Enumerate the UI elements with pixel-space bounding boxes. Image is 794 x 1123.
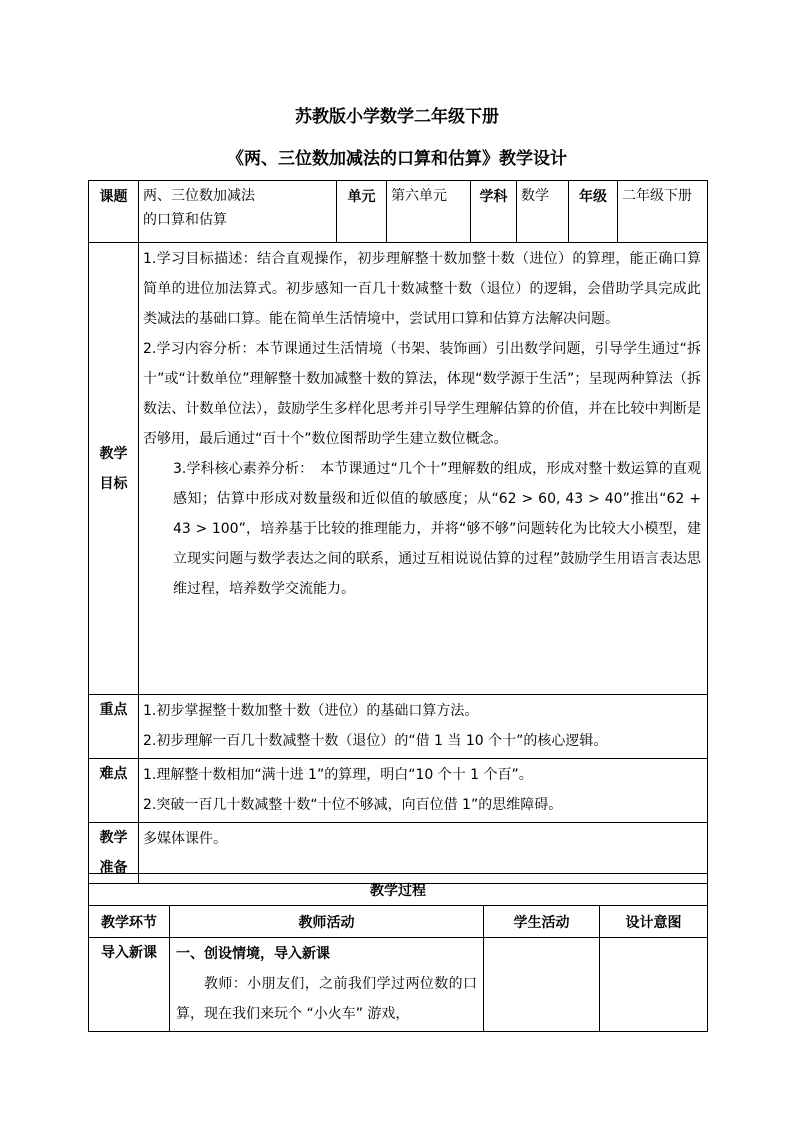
col-header-teacher: 教师活动 — [170, 906, 484, 938]
difficulties-content — [139, 759, 708, 823]
process-heading: 教学过程 — [89, 874, 708, 906]
topic-label: 课题 — [89, 181, 139, 243]
key-points-row — [89, 695, 708, 759]
col-header-student: 学生活动 — [484, 906, 600, 938]
difficulties-row — [89, 759, 708, 823]
intro-teacher-text: 教师：小朋友们，之前我们学过两位数的口算，现在我们来玩个 “小火车” 游戏， — [176, 976, 477, 1022]
goal-item-2: 2.学习内容分析：本节课通过生活情境（书架、装饰画）引出数学问题，引导学生通过“拆十”或“计数单位”理解整十数加减整十数的算法，体现“数学源于生活”；呈现两种算法（拆数法、计数单位法），鼓励学生多样化思考并引导学生理解估算的价值，并在比较中判断是否够用，最后通过“百十个”数位图帮助学生建立数位概念。 — [143, 341, 701, 447]
intro-section-title: 一、创设情境，导入新课 — [176, 946, 330, 962]
grade-label: 年级 — [569, 181, 618, 243]
key-points-content — [139, 695, 708, 759]
difficulty-1: 1.理解整十数相加“满十进 1”的算理，明白“10 个十 1 个百”。 — [143, 767, 533, 783]
difficulty-2: 2.突破一百几十数减整十数“十位不够减，向百位借 1”的思维障碍。 — [143, 797, 563, 813]
teacher-activity-intro — [170, 938, 484, 1032]
goal-item-3: 3.学科核心素养分析： 本节课通过“几个十”理解数的组成，形成对整十数运算的直观感知；估算中形成对数量级和近似值的敏感度；从“62 > 60, 43 > 40”推出“62 + 43 > 100”，培养基于比较的推理能力，并将“够不够”问题转化为比较大小模型，建立现实问题与数学表达之间的联系，通过互相说说估算的过程”鼓励学生用语言表达思维过程，培养数学交流能力。 — [173, 461, 701, 597]
topic-value-line2: 的口算和估算 — [143, 212, 227, 228]
subject-label: 学科 — [471, 181, 517, 243]
topic-value-line1: 两、三位数加减法 — [143, 188, 255, 204]
preparation-label-line2: 准备 — [99, 860, 128, 876]
document-title: 苏教版小学数学二年级下册 — [295, 107, 499, 127]
student-activity-intro — [484, 938, 600, 1032]
design-intent-intro — [600, 938, 708, 1032]
teaching-process-table — [88, 873, 708, 1032]
difficulties-label: 难点 — [89, 759, 139, 823]
lesson-info-table — [88, 180, 708, 884]
goals-label-line2: 目标 — [99, 475, 128, 492]
topic-row — [89, 181, 708, 243]
unit-value: 第六单元 — [387, 181, 471, 243]
document-subtitle: 《两、三位数加减法的口算和估算》教学设计 — [227, 149, 567, 169]
col-header-stage: 教学环节 — [89, 906, 170, 938]
stage-intro: 导入新课 — [89, 938, 170, 1032]
grade-value: 二年级下册 — [618, 181, 708, 243]
preparation-value: 多媒体课件。 — [139, 823, 708, 884]
goal-item-1: 1.学习目标描述：结合直观操作，初步理解整十数加整十数（进位）的算理，能正确口算简单的进位加法算式。初步感知一百几十数减整十数（退位）的逻辑，会借助学具完成此类减法的基础口算。能在简单生活情境中，尝试用口算和估算方法解决问题。 — [143, 251, 701, 327]
goals-row — [89, 243, 708, 695]
process-header-row — [89, 906, 708, 938]
goals-label-line1: 教学 — [99, 445, 128, 462]
goals-label — [89, 243, 139, 695]
preparation-label-line1: 教学 — [99, 830, 128, 846]
subject-value: 数学 — [517, 181, 569, 243]
process-row-intro — [89, 938, 708, 1032]
key-point-1: 1.初步掌握整十数加整十数（进位）的基础口算方法。 — [143, 703, 479, 719]
process-heading-row — [89, 874, 708, 906]
topic-value — [139, 181, 337, 243]
unit-label: 单元 — [337, 181, 387, 243]
key-points-label: 重点 — [89, 695, 139, 759]
col-header-intent: 设计意图 — [600, 906, 708, 938]
goals-content — [139, 243, 708, 695]
key-point-2: 2.初步理解一百几十数减整十数（退位）的“借 1 当 10 个十”的核心逻辑。 — [143, 733, 608, 749]
